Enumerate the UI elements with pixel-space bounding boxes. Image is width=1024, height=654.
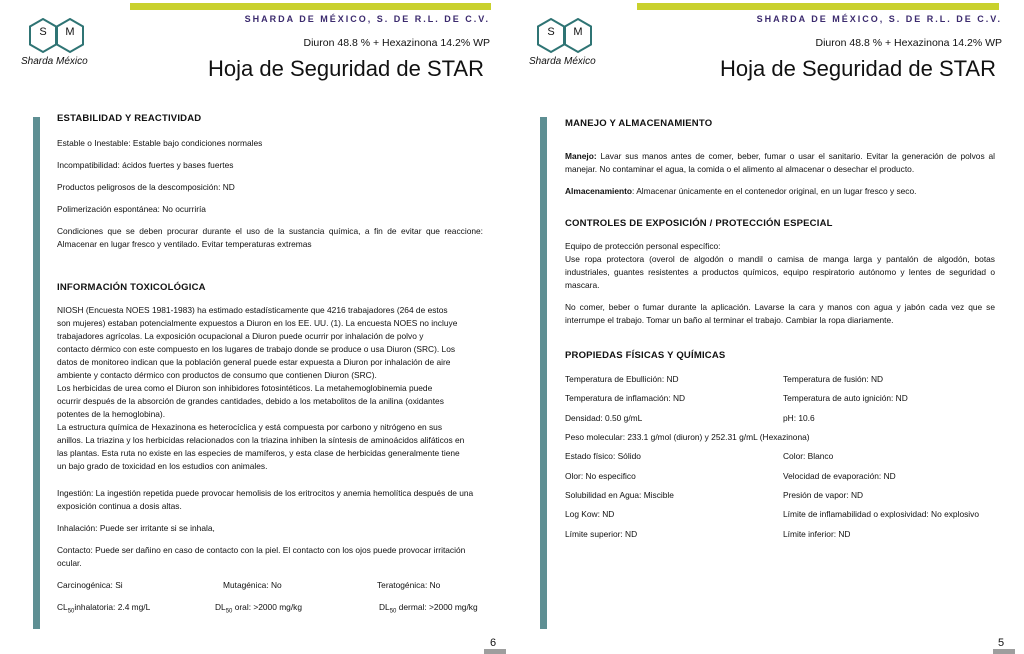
page-number-bar xyxy=(484,649,506,654)
product-name: Diuron 48.8 % + Hexazinona 14.2% WP xyxy=(815,37,1002,49)
property-right: Velocidad de evaporación: ND xyxy=(783,470,896,481)
contact-text: Contacto: Puede ser dañino en caso de contacto con la piel. El contacto con los ojos puede provocar irritación ocular. xyxy=(57,545,466,568)
ppe-title: Equipo de protección personal específico: xyxy=(565,241,721,251)
property-left: Solubilidad en Agua: Miscible xyxy=(565,489,674,500)
toxicology-line: potentes de la hemoglobina). xyxy=(57,409,166,419)
property-left: Límite superior: ND xyxy=(565,528,638,539)
property-row xyxy=(565,486,995,505)
carcinogenic-value: Carcinogénica: Si xyxy=(57,580,123,590)
logo-letter-m: M xyxy=(573,26,583,38)
sharda-logo xyxy=(21,18,94,70)
document-title: Hoja de Seguridad de STAR xyxy=(208,56,484,81)
manejo-label: Manejo: xyxy=(565,151,597,161)
property-left: Densidad: 0.50 g/mL xyxy=(565,412,643,423)
cl50-inhalation xyxy=(57,601,150,619)
dl50-oral-subscript: 50 xyxy=(225,608,233,615)
ppe-text: Use ropa protectora (overol de algodón o mandil o camisa de manga larga y pantalón de algodón, botas industriales, guantes resistentes a productos químicos, equipo respiratorio autónomo y lentes de seguridad o mascara. xyxy=(565,254,995,290)
sharda-logo xyxy=(529,18,602,70)
inhalation-text: Inhalación: Puede ser irritante si se inhala, xyxy=(57,523,215,533)
toxicology-heading: INFORMACIÓN TOXICOLÓGICA xyxy=(57,282,206,293)
logo-letter-s: S xyxy=(547,26,555,38)
property-right: Temperatura de fusión: ND xyxy=(783,374,884,385)
logo-letter-s: S xyxy=(39,26,47,38)
dl50-oral-value: oral: >2000 mg/kg xyxy=(232,602,303,612)
property-right: Límite de inflamabilidad o explosividad: No explosivo xyxy=(783,509,979,520)
property-left: Olor: No especifico xyxy=(565,470,636,481)
toxicology-line: Los herbicidas de urea como el Diuron son inhibidores fotosintéticos. La metahemoglobinemia puede xyxy=(57,383,433,393)
handling-heading: MANEJO Y ALMACENAMIENTO xyxy=(565,118,713,129)
property-row xyxy=(565,524,995,543)
product-name: Diuron 48.8 % + Hexazinona 14.2% WP xyxy=(303,37,490,49)
properties-heading: PROPIEDAS FÍSICAS Y QUÍMICAS xyxy=(565,350,726,361)
stability-line: Condiciones que se deben procurar durante el uso de la sustancia química, a fin de evitar que reaccione: Almacenar en lugar fresco y ventilado. Evitar temperaturas extremas xyxy=(57,226,483,249)
mutagenic-value: Mutagénica: No xyxy=(223,580,282,590)
logo-caption: Sharda México xyxy=(529,56,596,67)
lethal-dose-row xyxy=(57,601,483,617)
stability-line: Incompatibilidad: ácidos fuertes y bases fuertes xyxy=(57,160,234,170)
property-right: Límite inferior: ND xyxy=(783,528,851,539)
stability-line: Estable o Inestable: Estable bajo condiciones normales xyxy=(57,138,263,148)
toxicology-line: ambiente y contacto dérmico con productos de consumo que contienen Diuron (SRC). xyxy=(57,370,377,380)
cl50-subscript: 50 xyxy=(67,608,75,615)
company-name: SHARDA DE MÉXICO, S. DE R.L. DE C.V. xyxy=(244,14,490,24)
dl50-oral xyxy=(215,601,302,619)
left-content xyxy=(57,112,483,617)
stability-line: Productos peligrosos de la descomposición: ND xyxy=(57,182,235,192)
almacenamiento-label: Almacenamiento xyxy=(565,186,633,196)
toxicology-line: las plantas. Esta ruta no existe en las especies de mamíferos, y esta clase de herbicidas generalmente tiene xyxy=(57,448,460,458)
header-accent-bar xyxy=(130,3,491,10)
toxicology-line: son mujeres) estaban potencialmente expuestos a Diuron en los EE. UU. (1). La encuesta NOES no incluye xyxy=(57,318,458,328)
right-content xyxy=(565,117,995,544)
property-row xyxy=(565,389,995,408)
property-row xyxy=(565,428,995,447)
toxicology-line: trabajadores agrícolas. La exposición ocupacional a Diuron puede ocurrir por inhalación de polvo y xyxy=(57,331,424,341)
toxicology-line: anillos. La triazina y los herbicidas relacionados con la triazina inhiben la síntesis de aminoácidos alifáticos en xyxy=(57,435,465,445)
almacenamiento-body: : Almacenar únicamente en el contenedor original, en un lugar fresco y seco. xyxy=(632,186,917,196)
dl50-dermal xyxy=(379,601,478,619)
property-right: Temperatura de auto ignición: ND xyxy=(783,393,908,404)
dl50-dermal-value: dermal: >2000 mg/kg xyxy=(396,602,478,612)
hygiene-text: No comer, beber o fumar durante la aplicación. Lavarse la cara y manos con agua y jabón cada vez que se interrumpe el trabajo. Tomar un baño al terminar el trabajo. Cambiar la ropa diariamente. xyxy=(565,302,995,325)
right-page xyxy=(512,0,1024,654)
stability-line: Polimerización espontánea: No ocurriría xyxy=(57,204,206,214)
property-row xyxy=(565,505,995,524)
dl50-dermal-subscript: 50 xyxy=(389,608,397,615)
cl50-value: inhalatoria: 2.4 mg/L xyxy=(74,602,151,612)
page-number: 5 xyxy=(998,637,1005,649)
property-left: Estado físico: Sólido xyxy=(565,451,641,462)
section-sidebar xyxy=(33,117,40,629)
page-number: 6 xyxy=(490,637,497,649)
properties-table xyxy=(565,370,995,544)
property-right: Presión de vapor: ND xyxy=(783,489,864,500)
document-title: Hoja de Seguridad de STAR xyxy=(720,56,996,81)
property-left: Peso molecular: 233.1 g/mol (diuron) y 252.31 g/mL (Hexazinona) xyxy=(565,432,810,443)
property-left: Temperatura de Ebullición: ND xyxy=(565,374,679,385)
property-row xyxy=(565,409,995,428)
almacenamiento-text xyxy=(565,185,995,198)
toxicology-line: ocurrir después de la absorción de grandes cantidades, debido a los metabolitos de la anilina (oxidantes xyxy=(57,396,444,406)
manejo-text xyxy=(565,150,995,176)
property-right: pH: 10.6 xyxy=(783,412,815,423)
stability-heading: ESTABILIDAD Y REACTIVIDAD xyxy=(57,113,202,124)
company-name: SHARDA DE MÉXICO, S. DE R.L. DE C.V. xyxy=(756,14,1002,24)
toxicology-line: La estructura química de Hexazinona es heterocíclica y está compuesta por carbono y nitrógeno en sus xyxy=(57,422,443,432)
property-right: Color: Blanco xyxy=(783,451,834,462)
property-row xyxy=(565,370,995,389)
property-left: Temperatura de inflamación: ND xyxy=(565,393,686,404)
header-accent-bar xyxy=(637,3,999,10)
toxicology-line: datos de monitoreo indican que la población general puede estar expuesta a Diuron por inhalación de aire xyxy=(57,357,451,367)
property-left: Log Kow: ND xyxy=(565,509,615,520)
toxicology-line: NIOSH (Encuesta NOES 1981-1983) ha estimado estadísticamente que 4216 trabajadores (264 de estos xyxy=(57,305,448,315)
dl50-dermal-prefix: DL xyxy=(379,602,390,612)
ingestion-text: Ingestión: La ingestión repetida puede provocar hemolisis de los eritrocitos y anemia hemolítica después de una exposición continua a dosis altas. xyxy=(57,488,474,511)
manejo-body: Lavar sus manos antes de comer, beber, fumar o usar el sanitario. Evitar la generación de polvos al manejar. No contaminar el agua, la comida o el alimento al almacenar o desechar el producto. xyxy=(565,151,995,174)
cl50-prefix: CL xyxy=(57,602,68,612)
page-number-bar xyxy=(993,649,1015,654)
teratogenic-value: Teratogénica: No xyxy=(377,580,441,590)
property-row xyxy=(565,466,995,485)
exposure-heading: CONTROLES DE EXPOSICIÓN / PROTECCIÓN ESPECIAL xyxy=(565,218,833,229)
logo-caption: Sharda México xyxy=(21,56,88,67)
section-sidebar xyxy=(540,117,547,629)
dl50-oral-prefix: DL xyxy=(215,602,226,612)
toxicology-line: contacto dérmico con este compuesto en los lugares de trabajo donde se produce o usa Diuron (SRC). Los xyxy=(57,344,456,354)
toxicology-line: un bajo grado de toxicidad en los estudios con animales. xyxy=(57,461,268,471)
toxicology-body xyxy=(57,304,483,473)
hazard-row xyxy=(57,579,483,601)
property-row xyxy=(565,447,995,466)
logo-letter-m: M xyxy=(65,26,75,38)
